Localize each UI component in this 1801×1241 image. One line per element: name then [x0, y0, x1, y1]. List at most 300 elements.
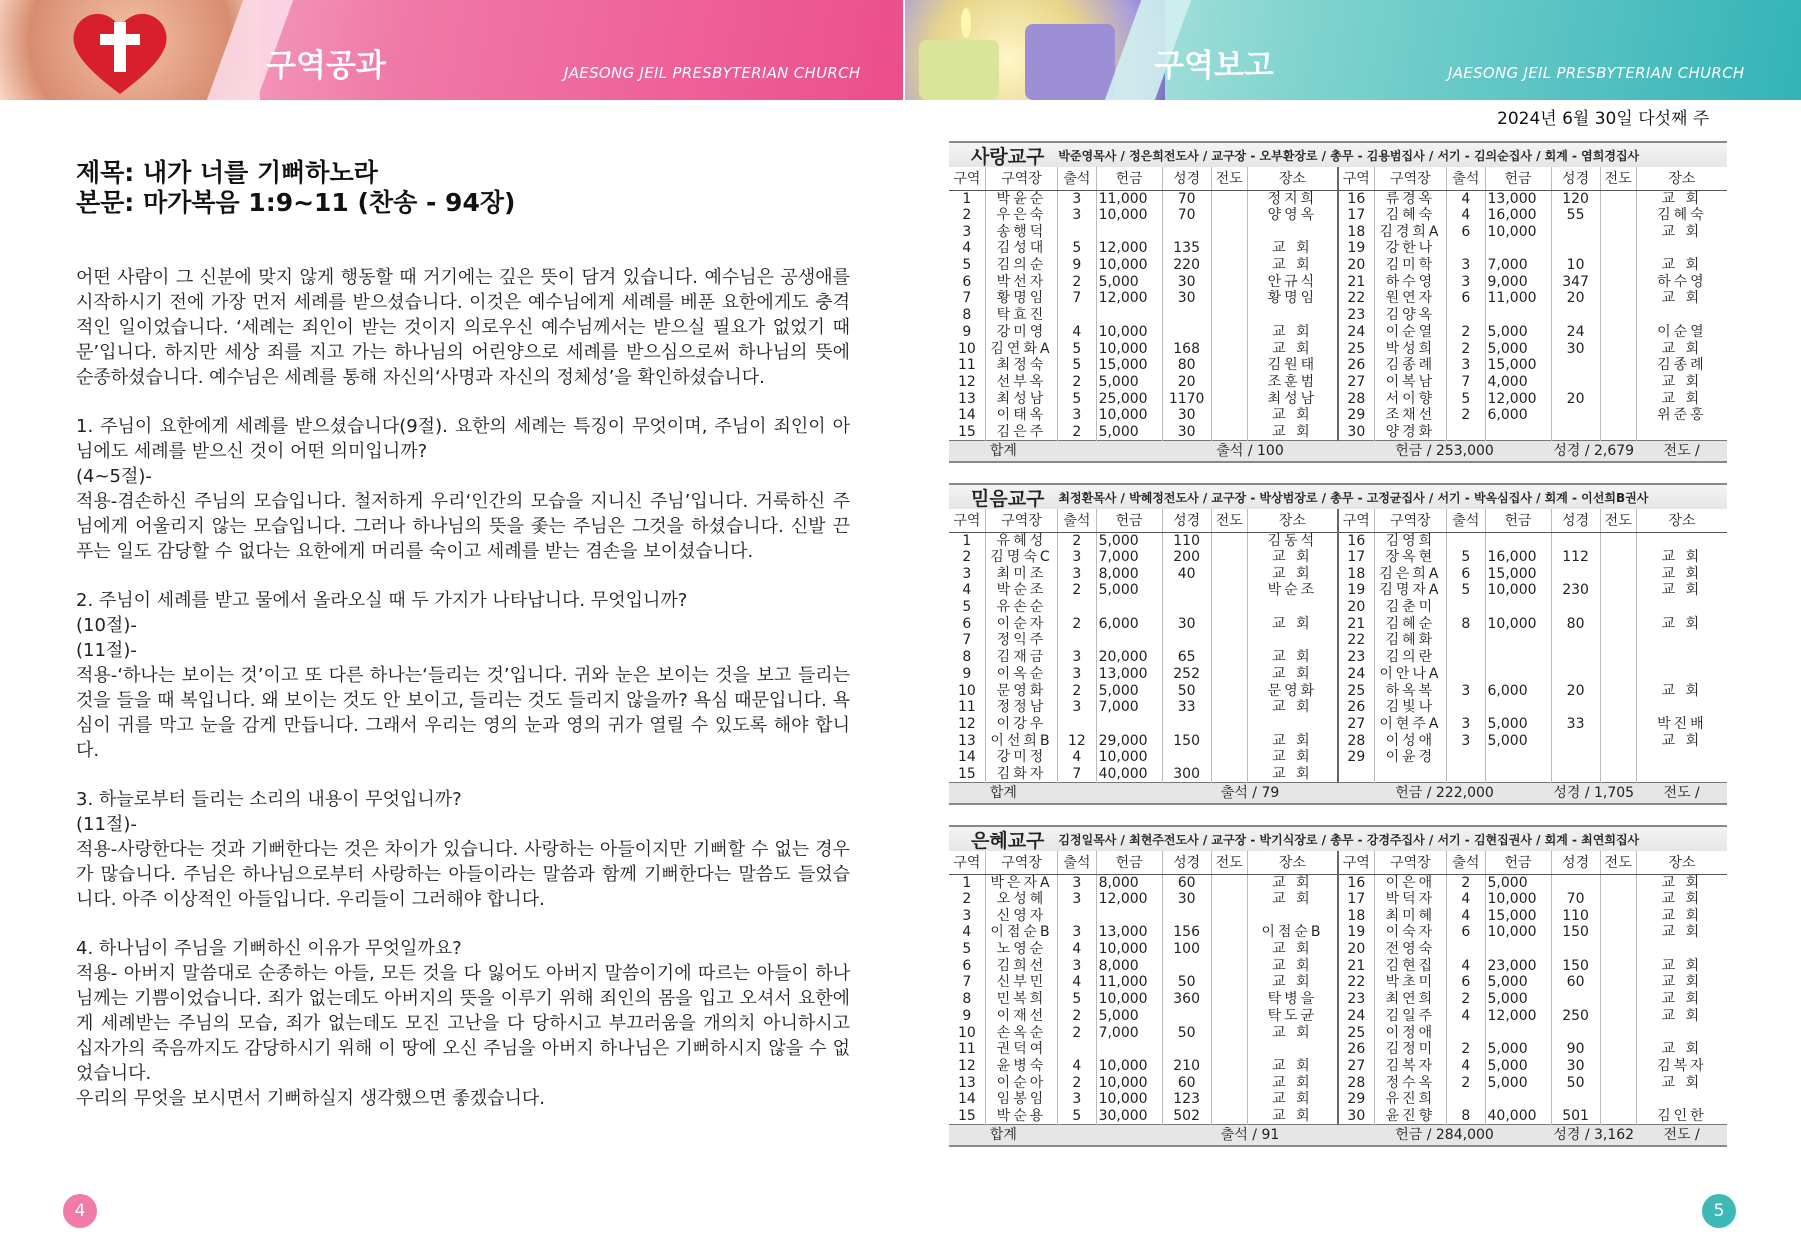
table-cell: [1096, 599, 1162, 616]
table-cell: 5,000: [1096, 424, 1162, 441]
table-row: [949, 582, 1727, 599]
table-cell: 교 회: [1247, 974, 1338, 991]
table-cell: 2: [1447, 991, 1485, 1008]
table-cell: 29: [1338, 407, 1374, 424]
table-cell: 김명숙C: [985, 549, 1057, 566]
table-cell: [1211, 532, 1247, 549]
table-cell: 5: [962, 941, 972, 958]
table-cell: 신부민: [985, 974, 1057, 991]
table-cell: 교 회: [1636, 874, 1727, 891]
table-cell: 2: [1447, 874, 1485, 891]
table-cell: [1447, 424, 1485, 441]
table-cell: 2: [962, 207, 972, 224]
table-cell: 33: [1162, 699, 1211, 716]
report-date: 2024년 6월 30일 다섯째 주: [1497, 109, 1710, 129]
table-cell: 10,000: [1096, 257, 1162, 274]
table-cell: [1600, 891, 1636, 908]
table-row: [949, 615, 1727, 632]
table-cell: 교 회: [1247, 1091, 1338, 1108]
table-cell: [1211, 907, 1247, 924]
table-cell: 5,000: [1485, 874, 1551, 891]
table-cell: 8,000: [1096, 565, 1162, 582]
table-cell: 6: [962, 273, 972, 290]
column-header: 전도: [1600, 509, 1636, 532]
table-cell: 30: [1162, 891, 1211, 908]
table-cell: 300: [1162, 766, 1211, 783]
table-cell: 1170: [1162, 390, 1211, 407]
table-cell: 송행덕: [985, 223, 1057, 240]
table-cell: 7,000: [1096, 549, 1162, 566]
lesson-paragraph: 어떤 사람이 그 신분에 맞지 않게 행동할 때 거기에는 깊은 뜻이 담겨 있습니다. 예수님은 공생애를 시작하시기 전에 가장 먼저 세례를 받으셨습니다. 이것은 예수님에게 세례를 베푼 요한에게도 충격적인 일이었습니다. ‘세례는 죄인이 받는 것이지 의로우신 예수님께서는 받으실 필요가 없었기 때문’입니다. 하지만 세상 죄를 지고 가는 하나님의 어린양으로 세례를 받으심으로써 하나님의 뜻에 순종하셨습니다. 예수님은 세례를 통해 자신의‘사명과 자신의 정체성’을 확인하셨습니다.: [76, 267, 850, 388]
table-cell: 30: [1338, 424, 1374, 441]
column-header: 장소: [1247, 851, 1338, 874]
table-cell: [1551, 424, 1600, 441]
table-cell: 2: [1447, 340, 1485, 357]
table-row: [949, 307, 1727, 324]
column-header: 성경: [1551, 851, 1600, 874]
table-cell: 13: [957, 732, 976, 749]
table-cell: 5,000: [1096, 374, 1162, 391]
table-cell: 4,000: [1485, 374, 1551, 391]
table-cell: 김미학: [1374, 257, 1446, 274]
table-cell: [1211, 599, 1247, 616]
table-cell: 10,000: [1096, 340, 1162, 357]
table-cell: 360: [1162, 991, 1211, 1008]
table-cell: 5,000: [1096, 582, 1162, 599]
table-cell: [1211, 615, 1247, 632]
column-header: 구역장: [985, 509, 1057, 532]
table-cell: 250: [1551, 1008, 1600, 1025]
table-cell: 8: [962, 307, 972, 324]
table-cell: [1600, 699, 1636, 716]
table-row: [949, 991, 1727, 1008]
table-cell: 22: [1338, 974, 1374, 991]
table-row: [949, 682, 1727, 699]
table-cell: 3: [1058, 666, 1096, 683]
lesson-paragraph: 4. 하나님이 주님을 기뻐하신 이유가 무엇일까요?: [76, 938, 462, 959]
table-cell: 6: [1447, 924, 1485, 941]
table-cell: [1600, 340, 1636, 357]
table-cell: [1600, 649, 1636, 666]
table-row: [949, 666, 1727, 683]
table-cell: 23,000: [1485, 957, 1551, 974]
district-header: [949, 825, 1727, 851]
table-cell: 10,000: [1485, 223, 1551, 240]
table-cell: 7,000: [1485, 257, 1551, 274]
table-cell: [1636, 532, 1727, 549]
table-cell: 김은희A: [1374, 565, 1446, 582]
table-cell: [1600, 1008, 1636, 1025]
table-cell: 19: [1338, 924, 1374, 941]
table-cell: 90: [1551, 1041, 1600, 1058]
table-row: [949, 324, 1727, 341]
table-cell: 2: [1447, 324, 1485, 341]
table-cell: 23: [1338, 991, 1374, 1008]
table-cell: 7: [962, 290, 972, 307]
table-cell: 양영옥: [1247, 207, 1338, 224]
table-cell: [1551, 307, 1600, 324]
table-cell: 이강우: [985, 716, 1057, 733]
table-cell: [1636, 699, 1727, 716]
table-cell: [1600, 974, 1636, 991]
table-cell: 230: [1551, 582, 1600, 599]
table-cell: 교 회: [1247, 649, 1338, 666]
table-cell: 4: [1058, 974, 1096, 991]
table-cell: 교 회: [1247, 407, 1338, 424]
table-cell: [1600, 666, 1636, 683]
table-cell: 28: [1338, 1074, 1374, 1091]
summary-offering: 헌금 / 222,000: [1338, 782, 1551, 804]
table-cell: 2: [1058, 1008, 1096, 1025]
table-cell: [1096, 223, 1162, 240]
column-header: 전도: [1600, 167, 1636, 190]
table-cell: 오성혜: [985, 891, 1057, 908]
table-cell: [1162, 716, 1211, 733]
table-cell: 교 회: [1636, 223, 1727, 240]
table-cell: 이성애: [1374, 732, 1446, 749]
column-header: 성경: [1162, 509, 1211, 532]
table-cell: 4: [1447, 891, 1485, 908]
table-cell: 60: [1551, 974, 1600, 991]
table-cell: 5: [1058, 340, 1096, 357]
summary-spacer: [1058, 440, 1162, 462]
table-cell: [1551, 1091, 1600, 1108]
table-cell: 교 회: [1636, 190, 1727, 207]
table-cell: 김경희A: [1374, 223, 1446, 240]
table-cell: 220: [1162, 257, 1211, 274]
paragraph-gap: [76, 763, 850, 787]
table-cell: [1096, 1041, 1162, 1058]
table-cell: [1096, 632, 1162, 649]
table-cell: 55: [1551, 207, 1600, 224]
table-cell: [1211, 682, 1247, 699]
table-cell: [1551, 991, 1600, 1008]
table-cell: 11,000: [1096, 974, 1162, 991]
table-cell: [1058, 907, 1096, 924]
table-cell: 11: [957, 357, 976, 374]
table-cell: 17: [1338, 207, 1374, 224]
table-cell: 70: [1162, 190, 1211, 207]
table-cell: [1247, 599, 1338, 616]
table-cell: 교 회: [1247, 732, 1338, 749]
table-cell: 50: [1162, 1024, 1211, 1041]
table-cell: 10: [957, 1024, 976, 1041]
table-cell: [1600, 207, 1636, 224]
table-cell: 교 회: [1247, 615, 1338, 632]
column-header: 구역: [949, 167, 985, 190]
table-cell: 10,000: [1096, 1058, 1162, 1075]
table-cell: 3: [1447, 732, 1485, 749]
table-cell: 15,000: [1485, 907, 1551, 924]
table-cell: [1551, 766, 1600, 783]
table-cell: [1600, 632, 1636, 649]
table-cell: 정익주: [985, 632, 1057, 649]
table-cell: [1211, 941, 1247, 958]
summary-row: [949, 440, 1727, 462]
table-cell: 10,000: [1096, 207, 1162, 224]
table-cell: 30: [1162, 424, 1211, 441]
table-cell: 25,000: [1096, 390, 1162, 407]
table-cell: 135: [1162, 240, 1211, 257]
table-cell: 교 회: [1247, 1024, 1338, 1041]
table-cell: 2: [962, 891, 972, 908]
lesson-paragraph: 2. 주님이 세례를 받고 물에서 올라오실 때 두 가지가 나타납니다. 무엇입니까?: [76, 590, 688, 611]
table-cell: [1600, 749, 1636, 766]
table-cell: 6: [1447, 290, 1485, 307]
table-cell: [1058, 632, 1096, 649]
table-cell: [1485, 666, 1551, 683]
table-cell: 박성희: [1374, 340, 1446, 357]
table-cell: 5: [1447, 549, 1485, 566]
table-cell: 교 회: [1636, 565, 1727, 582]
table-cell: 교 회: [1247, 749, 1338, 766]
column-header: 전도: [1211, 509, 1247, 532]
table-cell: 6,000: [1485, 682, 1551, 699]
table-cell: [1211, 699, 1247, 716]
table-cell: [1096, 907, 1162, 924]
table-cell: 이숙자: [1374, 924, 1446, 941]
table-cell: [1211, 582, 1247, 599]
table-cell: 4: [1447, 1008, 1485, 1025]
table-cell: [1162, 957, 1211, 974]
flame-icon: [961, 8, 971, 38]
table-cell: 8,000: [1096, 874, 1162, 891]
column-header: 성경: [1551, 509, 1600, 532]
table-cell: 이점순B: [1247, 924, 1338, 941]
table-cell: 4: [962, 924, 972, 941]
table-cell: 교 회: [1247, 1058, 1338, 1075]
table-cell: 2: [1447, 407, 1485, 424]
table-cell: [1211, 1058, 1247, 1075]
table-cell: 150: [1551, 957, 1600, 974]
lesson-paragraph: 적용-‘하나는 보이는 것’이고 또 다른 하나는‘들리는 것’입니다. 귀와 눈은 보이는 것을 보고 들리는 것을 들을 때 복입니다. 왜 보이는 것도 안 보이고, 들리는 것도 들리지 않을까? 욕심 때문입니다. 욕심이 귀를 막고 눈을 감게 만듭니다. 그래서 우리는 영의 눈과 영의 귀가 열릴 수 있도록 해야 합니다.: [76, 665, 850, 761]
table-cell: [1211, 632, 1247, 649]
table-cell: 5: [1447, 390, 1485, 407]
page-number-left: 4: [63, 1194, 97, 1228]
table-cell: 이점순B: [985, 924, 1057, 941]
district-table: [949, 851, 1727, 1147]
table-cell: [1162, 599, 1211, 616]
table-cell: [1600, 307, 1636, 324]
table-cell: 168: [1162, 340, 1211, 357]
table-cell: 교 회: [1636, 582, 1727, 599]
table-cell: [1247, 307, 1338, 324]
table-cell: 김복자: [1636, 1058, 1727, 1075]
table-cell: 6: [1447, 223, 1485, 240]
table-row: [949, 1058, 1727, 1075]
table-cell: 16,000: [1485, 207, 1551, 224]
summary-attendance: 출석 / 79: [1162, 782, 1338, 804]
table-cell: [1485, 632, 1551, 649]
table-cell: 15,000: [1485, 357, 1551, 374]
table-cell: 25: [1338, 340, 1374, 357]
table-cell: 1: [962, 190, 972, 207]
table-cell: [1447, 532, 1485, 549]
table-cell: 8,000: [1096, 957, 1162, 974]
table-cell: 502: [1162, 1108, 1211, 1125]
table-cell: 3: [1447, 357, 1485, 374]
table-cell: 위준홍: [1636, 407, 1727, 424]
table-cell: 5,000: [1485, 324, 1551, 341]
table-cell: 29,000: [1096, 732, 1162, 749]
table-cell: 김화자: [985, 766, 1057, 783]
table-cell: 5,000: [1485, 1041, 1551, 1058]
summary-row: [949, 782, 1727, 804]
table-cell: 정지희: [1247, 190, 1338, 207]
lesson-title: 제목: 내가 너를 기뻐하노라: [76, 158, 378, 187]
table-cell: 김재금: [985, 649, 1057, 666]
table-cell: 4: [1447, 207, 1485, 224]
table-cell: 16: [1338, 532, 1374, 549]
summary-attendance: 출석 / 91: [1162, 1124, 1338, 1146]
column-header: 구역: [949, 851, 985, 874]
table-cell: [1162, 582, 1211, 599]
table-cell: 양경화: [1374, 424, 1446, 441]
table-cell: [1247, 632, 1338, 649]
table-cell: [1600, 324, 1636, 341]
table-cell: 김복자: [1374, 1058, 1446, 1075]
lesson-paragraph: (11절)-: [76, 814, 137, 835]
district-header: [949, 141, 1727, 167]
table-cell: 20: [1338, 599, 1374, 616]
table-cell: 15,000: [1485, 565, 1551, 582]
table-cell: 3: [1058, 207, 1096, 224]
table-cell: [1211, 1091, 1247, 1108]
table-cell: 2: [1058, 1024, 1096, 1041]
table-cell: 3: [1058, 874, 1096, 891]
table-cell: 12,000: [1096, 290, 1162, 307]
table-cell: [1211, 924, 1247, 941]
table-cell: [1211, 874, 1247, 891]
table-cell: 3: [1447, 682, 1485, 699]
table-cell: 조훈범: [1247, 374, 1338, 391]
table-cell: 5,000: [1485, 732, 1551, 749]
district-eunhye: [949, 825, 1727, 1147]
table-cell: 강한나: [1374, 240, 1446, 257]
table-cell: 손옥순: [985, 1024, 1057, 1041]
table-cell: 12,000: [1096, 240, 1162, 257]
table-cell: 8: [962, 649, 972, 666]
table-cell: [1211, 716, 1247, 733]
table-cell: 6,000: [1485, 407, 1551, 424]
table-cell: [1636, 240, 1727, 257]
column-header: 헌금: [1485, 167, 1551, 190]
table-cell: 김의란: [1374, 649, 1446, 666]
table-cell: [1636, 307, 1727, 324]
table-cell: [1211, 290, 1247, 307]
table-cell: [1551, 374, 1600, 391]
table-cell: [1447, 632, 1485, 649]
table-cell: 10,000: [1096, 1091, 1162, 1108]
lesson-body: [76, 265, 850, 1111]
table-cell: 200: [1162, 549, 1211, 566]
table-cell: 최미혜: [1374, 907, 1446, 924]
table-cell: 3: [1058, 1091, 1096, 1108]
table-cell: 10,000: [1096, 991, 1162, 1008]
report-header-banner: [905, 0, 1801, 100]
table-cell: 8: [1447, 615, 1485, 632]
table-row: [949, 190, 1727, 207]
column-header: 헌금: [1096, 509, 1162, 532]
table-cell: [1636, 632, 1727, 649]
table-cell: 박은자A: [985, 874, 1057, 891]
table-row: [949, 549, 1727, 566]
table-cell: [1600, 582, 1636, 599]
table-cell: 40: [1162, 565, 1211, 582]
column-header: 구역장: [985, 851, 1057, 874]
table-cell: 원연자: [1374, 290, 1446, 307]
table-cell: 4: [962, 582, 972, 599]
district-sarang: [949, 141, 1727, 463]
table-cell: 3: [1058, 549, 1096, 566]
column-header: 출석: [1058, 167, 1096, 190]
table-cell: 29: [1338, 1091, 1374, 1108]
table-cell: 3: [1058, 190, 1096, 207]
table-cell: 3: [1058, 407, 1096, 424]
table-cell: 8: [962, 991, 972, 1008]
table-cell: 23: [1338, 649, 1374, 666]
table-cell: 2: [1058, 424, 1096, 441]
table-cell: [1600, 1024, 1636, 1041]
table-cell: [1636, 1024, 1727, 1041]
column-header: 구역장: [1374, 167, 1446, 190]
district-staff: 김정일목사 / 최현주전도사 / 교구장 - 박기식장로 / 총무 - 강경주집사 / 서기 - 김현집권사 / 회계 - 최연희집사: [1058, 832, 1640, 847]
table-cell: 26: [1338, 699, 1374, 716]
table-cell: [1636, 766, 1727, 783]
column-header: 성경: [1162, 167, 1211, 190]
column-header: 장소: [1636, 167, 1727, 190]
summary-evangelism: 전도 /: [1636, 1124, 1727, 1146]
table-cell: 21: [1338, 273, 1374, 290]
table-cell: 120: [1551, 190, 1600, 207]
table-cell: 교 회: [1247, 340, 1338, 357]
table-cell: 3: [1058, 699, 1096, 716]
table-cell: [1485, 1024, 1551, 1041]
table-cell: [1636, 666, 1727, 683]
table-cell: 9,000: [1485, 273, 1551, 290]
candle-shape: [1025, 24, 1115, 100]
table-cell: 4: [1058, 1058, 1096, 1075]
table-cell: 1: [962, 532, 972, 549]
district-staff: 최정환목사 / 박혜정전도사 / 교구장 - 박상범장로 / 총무 - 고정균집사 / 서기 - 박옥심집사 / 회계 - 이선희B권사: [1058, 490, 1649, 505]
table-cell: [1600, 565, 1636, 582]
table-cell: 3: [1058, 891, 1096, 908]
table-row: [949, 223, 1727, 240]
table-cell: [1600, 874, 1636, 891]
table-cell: 이순열: [1374, 324, 1446, 341]
column-header: 헌금: [1096, 167, 1162, 190]
table-cell: 13: [957, 390, 976, 407]
table-cell: 교 회: [1636, 374, 1727, 391]
table-cell: 김혜숙: [1374, 207, 1446, 224]
table-cell: 2: [1058, 374, 1096, 391]
table-header-row: [949, 509, 1727, 532]
table-cell: 70: [1162, 207, 1211, 224]
table-cell: [1600, 357, 1636, 374]
table-cell: 1: [962, 874, 972, 891]
table-cell: [1447, 766, 1485, 783]
table-cell: 30: [1162, 290, 1211, 307]
table-cell: 5,000: [1096, 1008, 1162, 1025]
table-cell: [1600, 941, 1636, 958]
table-cell: 5: [1058, 357, 1096, 374]
table-header-row: [949, 167, 1727, 190]
table-cell: [1600, 374, 1636, 391]
table-cell: 하옥복: [1374, 682, 1446, 699]
table-cell: 15: [957, 765, 976, 782]
summary-offering: 헌금 / 284,000: [1338, 1124, 1551, 1146]
table-cell: 11,000: [1485, 290, 1551, 307]
